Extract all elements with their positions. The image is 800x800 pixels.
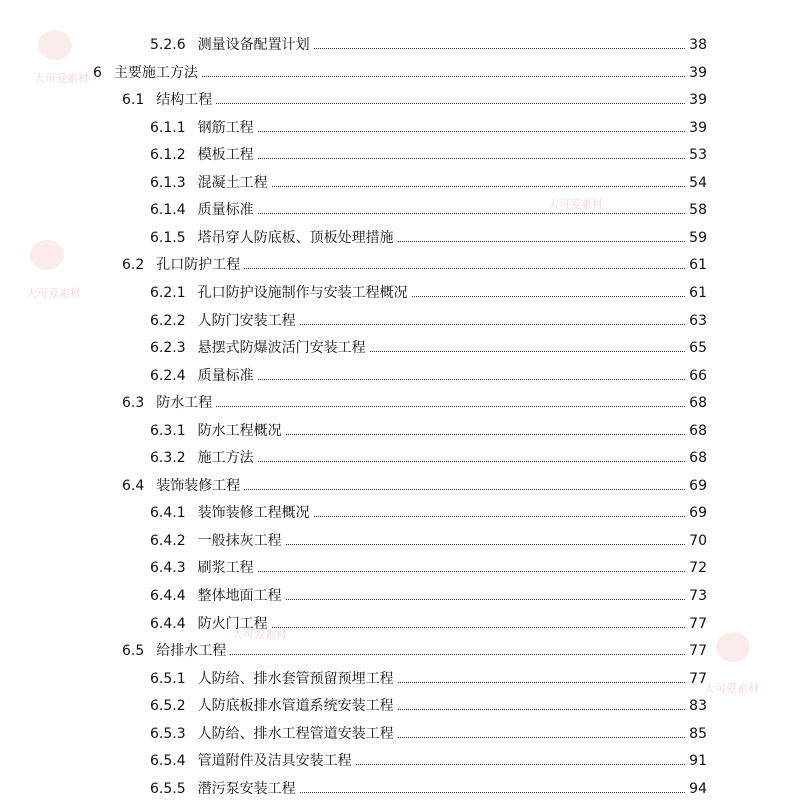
toc-entry[interactable]	[150, 551, 707, 577]
toc-entry-title: 混凝土工程	[197, 174, 268, 191]
toc-entry-page: 54	[689, 174, 707, 191]
toc-entry[interactable]	[150, 276, 707, 302]
toc-entry-title: 人防给、排水工程管道安装工程	[197, 725, 394, 742]
toc-entry-title: 人防门安装工程	[197, 312, 296, 329]
toc-leader-dots	[202, 76, 685, 77]
toc-leader-dots	[244, 489, 685, 490]
toc-entry-title: 质量标准	[197, 367, 254, 384]
toc-entry-number: 6.1.5	[150, 229, 186, 246]
toc-leader-dots	[230, 654, 685, 655]
toc-entry-number: 6.5.5	[150, 780, 186, 797]
toc-entry-title: 人防给、排水套管预留预埋工程	[197, 670, 394, 687]
toc-leader-dots	[244, 268, 685, 269]
toc-entry[interactable]	[150, 111, 707, 137]
toc-entry-number: 6.2.2	[150, 312, 186, 329]
toc-entry[interactable]	[150, 579, 707, 605]
toc-entry-title: 给排水工程	[156, 643, 227, 660]
toc-entry-title: 模板工程	[197, 147, 254, 164]
toc-entry[interactable]	[150, 662, 707, 688]
toc-entry-number: 6.2	[122, 257, 145, 274]
toc-entry-page: 65	[689, 340, 707, 357]
toc-entry-number: 6.5	[122, 643, 145, 660]
toc-entry-page: 61	[689, 284, 707, 301]
toc-entry-page: 39	[689, 119, 707, 136]
toc-entry-page: 39	[689, 92, 707, 109]
toc-leader-dots	[258, 213, 685, 214]
toc-entry-page: 61	[689, 257, 707, 274]
watermark-logo-icon	[38, 30, 72, 60]
toc-entry[interactable]	[150, 414, 707, 440]
toc-leader-dots	[398, 682, 685, 683]
toc-entry-title: 孔口防护工程	[156, 257, 241, 274]
toc-entry-title: 测量设备配置计划	[197, 37, 310, 53]
watermark-text: 大可爱素材	[26, 287, 81, 300]
toc-entry-page: 83	[689, 698, 707, 715]
toc-leader-dots	[370, 351, 685, 352]
toc-leader-dots	[300, 792, 685, 793]
toc-entry[interactable]	[150, 744, 707, 770]
toc-entry-number: 6.3.2	[150, 450, 186, 467]
toc-entry-page: 70	[689, 532, 707, 549]
toc-entry-page: 68	[689, 450, 707, 467]
toc-entry-page: 59	[689, 229, 707, 246]
toc-entry-number: 6.1.2	[150, 147, 186, 164]
toc-entry-number: 6.1.1	[150, 119, 186, 136]
toc-entry-title: 潜污泵安装工程	[197, 780, 296, 797]
toc-entry[interactable]	[150, 28, 707, 54]
toc-leader-dots	[314, 516, 685, 517]
toc-entry[interactable]	[150, 166, 707, 192]
toc-entry[interactable]	[122, 386, 707, 412]
toc-entry[interactable]	[150, 689, 707, 715]
watermark-text: 大可爱素材	[704, 682, 759, 695]
toc-entry[interactable]	[122, 469, 707, 495]
toc-leader-dots	[272, 627, 685, 628]
toc-entry-number: 6.4.4	[150, 615, 186, 632]
toc-entry-page: 85	[689, 725, 707, 742]
toc-entry[interactable]	[122, 83, 707, 109]
toc-entry[interactable]	[150, 496, 707, 522]
toc-leader-dots	[258, 461, 685, 462]
watermark-text: 大可爱素材	[34, 72, 89, 85]
toc-entry-page: 53	[689, 147, 707, 164]
toc-entry-page: 91	[689, 753, 707, 770]
toc-entry-number: 6.3	[122, 395, 145, 412]
toc-entry-number: 6.1.3	[150, 174, 186, 191]
toc-entry[interactable]	[150, 221, 707, 247]
toc-leader-dots	[356, 764, 685, 765]
toc-entry-title: 钢筋工程	[197, 119, 254, 136]
toc-entry[interactable]	[150, 717, 707, 743]
toc-leader-dots	[398, 241, 685, 242]
toc-entry-number: 6.1	[122, 92, 145, 109]
toc-entry[interactable]	[150, 524, 707, 550]
toc-entry-page: 94	[689, 780, 707, 797]
toc-leader-dots	[398, 709, 685, 710]
toc-leader-dots	[258, 571, 685, 572]
watermark-logo-icon	[716, 632, 750, 662]
toc-entry-title: 防水工程	[156, 395, 213, 412]
toc-entry[interactable]	[122, 634, 707, 660]
toc-entry-page: 77	[689, 670, 707, 687]
toc-entry-number: 6.5.4	[150, 753, 186, 770]
toc-entry-title: 防火门工程	[197, 615, 268, 632]
toc-entry-number: 6.5.2	[150, 698, 186, 715]
toc-entry-title: 装饰装修工程概况	[197, 505, 310, 522]
toc-entry-page: 77	[689, 615, 707, 632]
toc-entry-page: 58	[689, 202, 707, 219]
toc-entry-page: 77	[689, 643, 707, 660]
toc-entry-number: 6.4.3	[150, 560, 186, 577]
toc-entry-page: 68	[689, 422, 707, 439]
toc-leader-dots	[412, 296, 685, 297]
watermark-text: 大可爱素材	[232, 628, 287, 641]
toc-entry[interactable]	[150, 772, 707, 798]
toc-entry-number: 5.2.6	[150, 37, 186, 53]
toc-leader-dots	[216, 103, 685, 104]
toc-entry-number: 6.4.2	[150, 532, 186, 549]
toc-entry[interactable]	[150, 359, 707, 385]
watermark-logo-icon	[30, 240, 64, 270]
toc-entry-page: 68	[689, 395, 707, 412]
toc-entry[interactable]	[150, 331, 707, 357]
toc-leader-dots	[258, 131, 685, 132]
toc-entry-number: 6.5.3	[150, 725, 186, 742]
toc-entry-title: 刷浆工程	[197, 560, 254, 577]
toc-entry[interactable]	[93, 56, 707, 82]
toc-entry-page: 73	[689, 588, 707, 604]
toc-leader-dots	[286, 544, 685, 545]
toc-entry-title: 防水工程概况	[197, 422, 282, 439]
toc-leader-dots	[216, 406, 685, 407]
toc-entry-title: 人防底板排水管道系统安装工程	[197, 698, 394, 715]
toc-leader-dots	[314, 48, 685, 49]
toc-leader-dots	[286, 434, 685, 435]
toc-leader-dots	[300, 324, 685, 325]
toc-leader-dots	[258, 379, 685, 380]
toc-leader-dots	[398, 737, 685, 738]
toc-entry-number: 6.4.4	[150, 588, 186, 604]
toc-entry-page: 39	[689, 64, 707, 81]
toc-entry-title: 施工方法	[197, 450, 254, 467]
toc-entry-page: 63	[689, 312, 707, 329]
watermark-text: 大可爱素材	[548, 198, 603, 211]
toc-entry-page: 66	[689, 367, 707, 384]
toc-entry-title: 悬摆式防爆波活门安装工程	[197, 340, 366, 357]
toc-entry-title: 整体地面工程	[197, 588, 282, 604]
toc-entry-title: 孔口防护设施制作与安装工程概况	[197, 284, 408, 301]
toc-leader-dots	[272, 186, 685, 187]
toc-entry-number: 6.2.4	[150, 367, 186, 384]
toc-leader-dots	[258, 158, 685, 159]
toc-entry-page: 69	[689, 505, 707, 522]
toc-entry-number: 6.1.4	[150, 202, 186, 219]
toc-entry[interactable]	[150, 441, 707, 467]
toc-entry[interactable]	[150, 304, 707, 330]
toc-entry-number: 6	[93, 64, 102, 81]
toc-entry[interactable]	[150, 193, 707, 219]
toc-entry-number: 6.5.1	[150, 670, 186, 687]
toc-entry-number: 6.3.1	[150, 422, 186, 439]
toc-entry-page: 69	[689, 477, 707, 494]
toc-entry-number: 6.2.1	[150, 284, 186, 301]
toc-entry-number: 6.4.1	[150, 505, 186, 522]
toc-entry-title: 主要施工方法	[113, 64, 198, 81]
toc-entry-title: 塔吊穿人防底板、顶板处理措施	[197, 229, 394, 246]
toc-entry-title: 管道附件及洁具安装工程	[197, 753, 352, 770]
toc-entry-number: 6.2.3	[150, 340, 186, 357]
toc-leader-dots	[286, 599, 685, 600]
toc-entry-title: 质量标准	[197, 202, 254, 219]
toc-entry-title: 一般抹灰工程	[197, 532, 282, 549]
toc-entry[interactable]	[122, 248, 707, 274]
toc-entry-number: 6.4	[122, 477, 145, 494]
toc-entry-page: 38	[689, 37, 707, 53]
toc-entry-title: 装饰装修工程	[156, 477, 241, 494]
toc-entry-page: 72	[689, 560, 707, 577]
toc-entry-title: 结构工程	[156, 92, 213, 109]
toc-entry[interactable]	[150, 138, 707, 164]
